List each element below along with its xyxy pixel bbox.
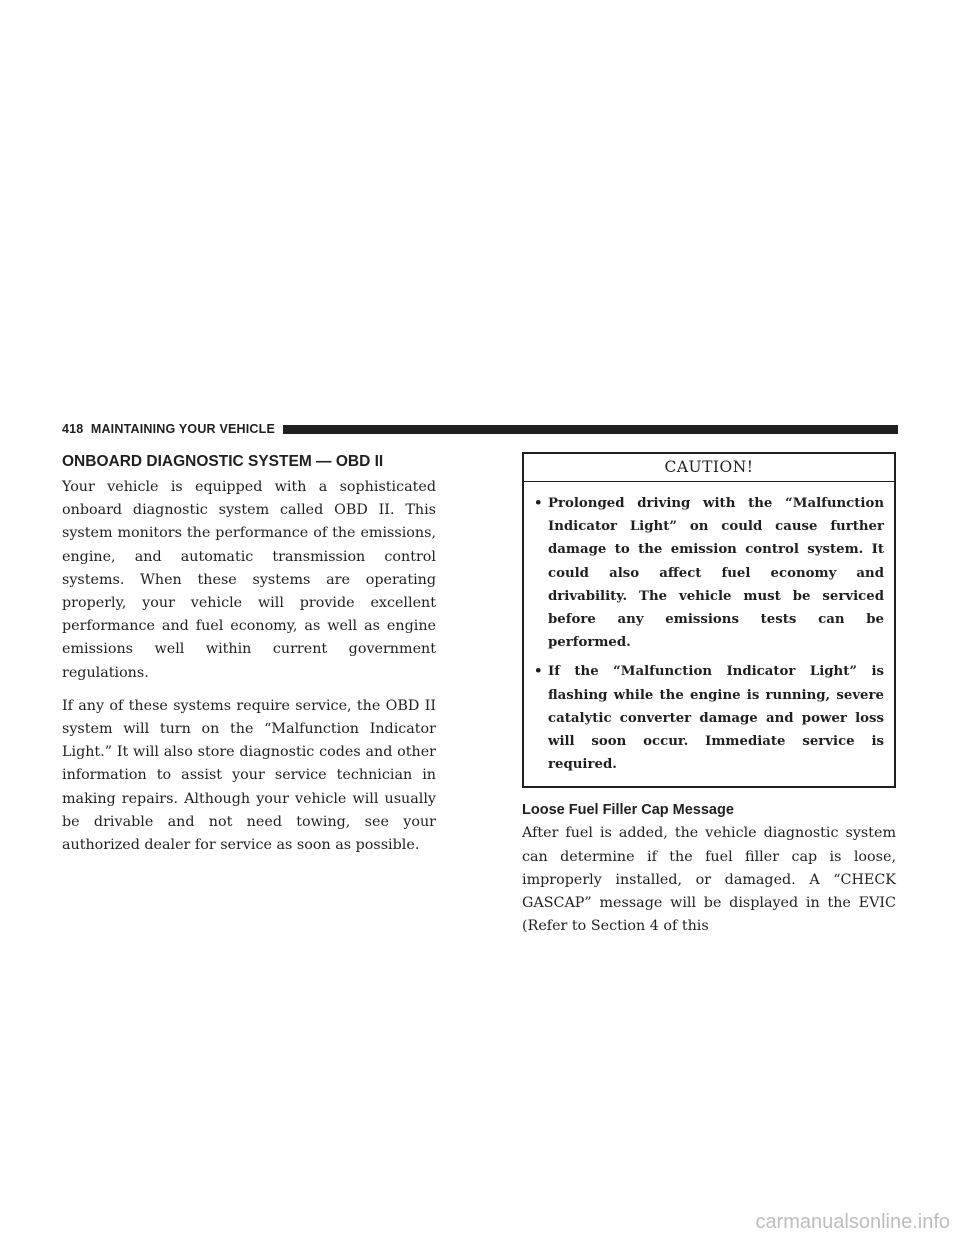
page-header <box>62 420 898 438</box>
paragraph-gascap: After fuel is added, the vehicle diagnostic system can determine if the fuel filler cap is loose, improperly installed, or damaged. A “CHECK GASCAP” message will be displayed in the EVIC (Refer to Section 4 of this <box>522 825 896 935</box>
paragraph-obd-service: If any of these systems require service, the OBD II system will turn on the “Malfunction Indicator Light.” It will also store diagnostic codes and other information to assist your service technician in making repairs. Although your vehicle will usually be drivable and not need towing, see your authorized dealer for service as soon as possible. <box>62 697 436 854</box>
caution-box <box>522 452 896 788</box>
subsection-heading: Loose Fuel Filler Cap Message <box>522 802 734 819</box>
caution-item-text: Prolonged driving with the “Malfunction Indicator Light” on could cause further damage to the emission control system. It could also affect fuel economy and drivability. The vehicle must be serviced before any emissions tests can be performed. <box>548 496 884 651</box>
watermark: carmanualsonline.info <box>755 1211 950 1233</box>
header-rule <box>283 425 898 434</box>
page-number-and-section <box>62 422 275 436</box>
caution-item <box>534 660 884 776</box>
bullet-icon: • <box>534 664 543 680</box>
paragraph-obd-intro: Your vehicle is equipped with a sophisticated onboard diagnostic system called OBD II. This system monitors the performance of the emissions, engine, and automatic transmission control systems. When these systems are operating properly, your vehicle will provide excellent performance and fuel economy, as well as engine emissions well within current government regulations. <box>62 479 436 681</box>
right-column <box>522 452 896 948</box>
page-number: 418 <box>62 422 84 436</box>
caution-item-text: If the “Malfunction Indicator Light” is flashing while the engine is running, severe catalytic converter damage and power loss will soon occur. Immediate service is required. <box>548 664 884 773</box>
section-heading: ONBOARD DIAGNOSTIC SYSTEM — OBD II <box>62 453 384 470</box>
caution-list <box>524 482 894 786</box>
section-title: MAINTAINING YOUR VEHICLE <box>90 422 276 436</box>
left-column <box>62 452 436 867</box>
caution-title: CAUTION! <box>524 454 894 482</box>
caution-item <box>534 492 884 654</box>
bullet-icon: • <box>534 496 543 511</box>
